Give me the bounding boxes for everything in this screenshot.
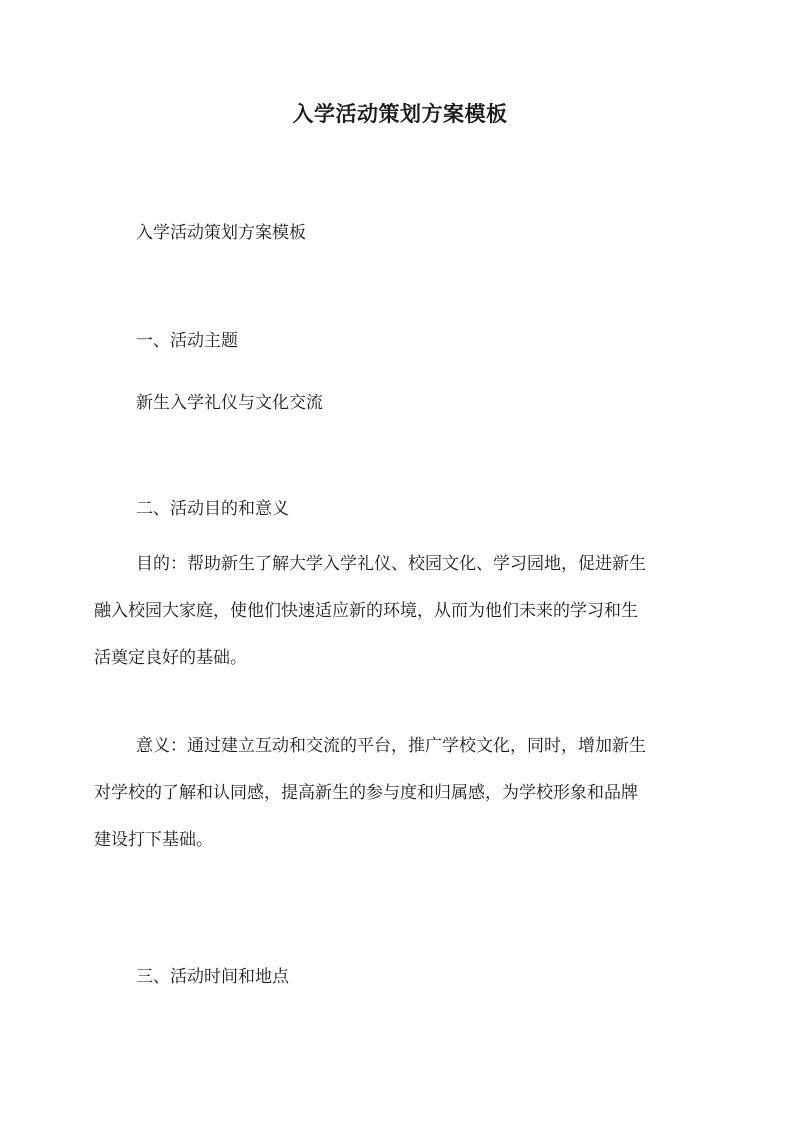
document-title: 入学活动策划方案模板 [292, 101, 508, 126]
meaning-line-1: 意义：通过建立互动和交流的平台，推广学校文化，同时，增加新生 [136, 736, 646, 756]
meaning-line-3: 建设打下基础。 [94, 830, 213, 850]
document-subtitle: 入学活动策划方案模板 [136, 223, 306, 243]
meaning-line-2: 对学校的了解和认同感，提高新生的参与度和归属感，为学校形象和品牌 [94, 783, 638, 803]
section-body-theme: 新生入学礼仪与文化交流 [136, 393, 323, 413]
purpose-line-1: 目的：帮助新生了解大学入学礼仪、校园文化、学习园地，促进新生 [136, 554, 646, 574]
purpose-paragraph [94, 541, 706, 682]
purpose-line-2: 融入校园大家庭，使他们快速适应新的环境，从而为他们未来的学习和生 [94, 601, 638, 621]
purpose-line-3: 活奠定良好的基础。 [94, 648, 247, 668]
section-heading-time-place: 三、活动时间和地点 [136, 967, 289, 987]
meaning-paragraph [94, 723, 706, 864]
section-heading-purpose: 二、活动目的和意义 [136, 499, 289, 519]
section-heading-theme: 一、活动主题 [136, 331, 238, 351]
